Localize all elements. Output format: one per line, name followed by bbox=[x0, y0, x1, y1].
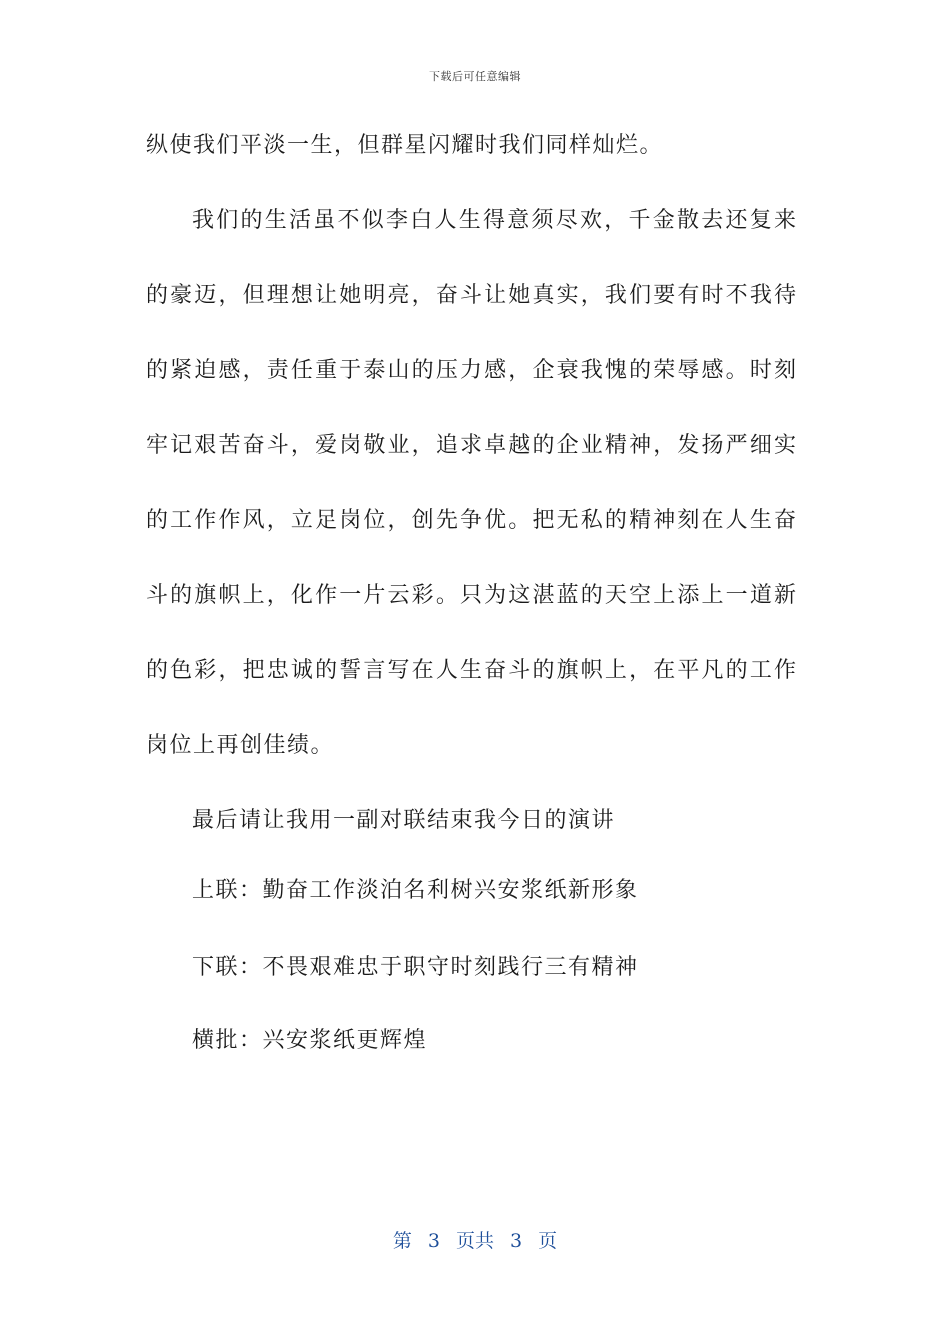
text-line: 岗位上再创佳绩。 bbox=[146, 733, 335, 758]
page-footer bbox=[0, 1226, 950, 1253]
text-line: 的豪迈，但理想让她明亮，奋斗让她真实，我们要有时不我待 bbox=[146, 283, 796, 308]
text-line: 的紧迫感，责任重于泰山的压力感，企衰我愧的荣辱感。时刻 bbox=[146, 358, 796, 383]
footer-current-page: 3 bbox=[427, 1230, 440, 1252]
footer-middle: 页共 bbox=[455, 1230, 494, 1252]
couplet-horizontal: 横批：兴安浆纸更辉煌 bbox=[192, 1028, 428, 1053]
footer-total-pages: 3 bbox=[510, 1230, 523, 1252]
text-line: 的工作作风，立足岗位，创先争优。把无私的精神刻在人生奋 bbox=[146, 508, 796, 533]
couplet-upper: 上联：勤奋工作淡泊名利树兴安浆纸新形象 bbox=[192, 878, 639, 903]
footer-suffix: 页 bbox=[538, 1230, 558, 1252]
text-line: 我们的生活虽不似李白人生得意须尽欢，千金散去还复来 bbox=[192, 208, 796, 233]
page-header-note: 下载后可任意编辑 bbox=[429, 70, 521, 83]
text-line: 的色彩，把忠诚的誓言写在人生奋斗的旗帜上，在平凡的工作 bbox=[146, 658, 796, 683]
text-line: 斗的旗帜上，化作一片云彩。只为这湛蓝的天空上添上一道新 bbox=[146, 583, 796, 608]
footer-prefix: 第 bbox=[392, 1230, 412, 1252]
text-line: 牢记艰苦奋斗，爱岗敬业，追求卓越的企业精神，发扬严细实 bbox=[146, 433, 796, 458]
couplet-lower: 下联：不畏艰难忠于职守时刻践行三有精神 bbox=[192, 955, 639, 980]
text-line: 最后请让我用一副对联结束我今日的演讲 bbox=[192, 808, 616, 833]
text-line: 纵使我们平淡一生，但群星闪耀时我们同样灿烂。 bbox=[146, 133, 664, 158]
